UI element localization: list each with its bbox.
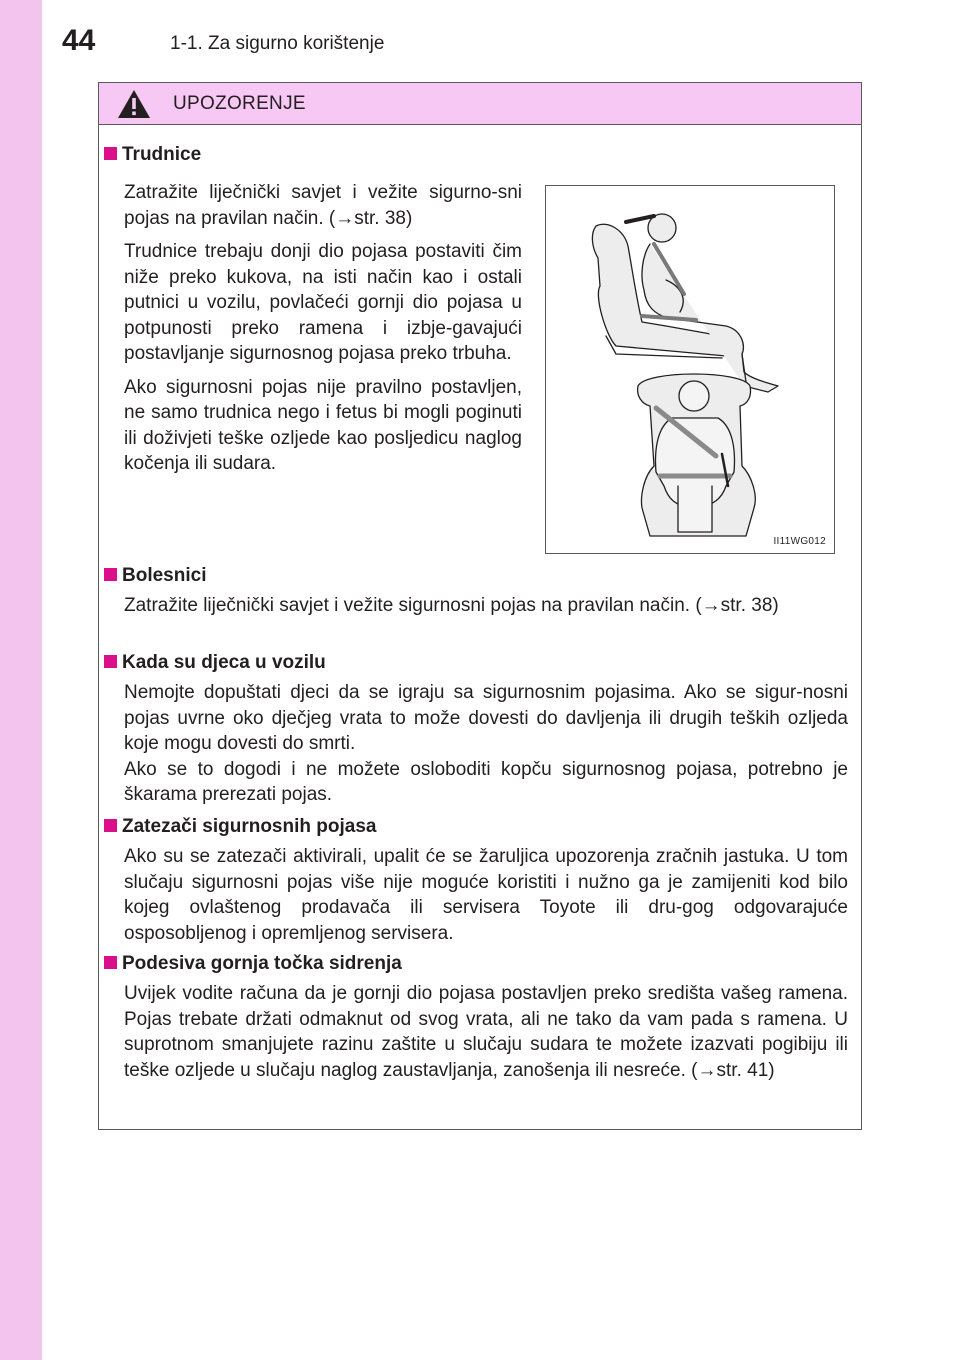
paragraph: Ako su se zatezači aktivirali, upalit će se žaruljica upozorenja zračnih jastuka. U tom slučaju sigurnosni pojas više nije moguće koristiti i nužno ga je zamijeniti kod bilo kojeg ovlaštenog prodavača ili servisera Toyote ili dru-gog odgovarajuće osposobljenog i opremljenog servisera. — [124, 846, 848, 944]
paragraph: Zatražite liječnički savjet i vežite sigurno-sni pojas na pravilan način. (→str. 38) — [124, 182, 522, 229]
page-number: 44 — [62, 24, 96, 57]
section-title: Bolesnici — [104, 563, 848, 589]
warning-triangle-icon — [117, 89, 151, 119]
section-sick — [104, 563, 848, 619]
section-title: Trudnice — [104, 142, 848, 168]
paragraph: Ako sigurnosni pojas nije pravilno postavljen, ne samo trudnica nego i fetus bi mogli poginuti ili doživjeti teške ozljede kao posljedicu naglog kočenja ili sudara. — [124, 376, 522, 474]
section-title: Kada su djeca u vozilu — [104, 650, 848, 676]
pregnant-woman-seatbelt-illustration — [546, 186, 836, 555]
paragraph: Uvijek vodite računa da je gornji dio pojasa postavljen preko središta vašeg ramena. Pojas trebate držati odmaknut od svog vrata, ali ne tako da vam pada s ramena. U suprotnom smanjujete razinu zaštite u slučaju sudara te možete izazvati pogibiju ili teške ozljede u slučaju naglog zaustavljanja, zanošenja ili nesreće. (→str. 41) — [124, 983, 848, 1081]
section-children — [104, 650, 848, 808]
section-pretensioners — [104, 814, 848, 946]
square-bullet-icon — [104, 655, 117, 668]
section-title: Podesiva gornja točka sidrenja — [104, 951, 848, 977]
paragraph: Zatražite liječnički savjet i vežite sigurnosni pojas na pravilan način. (→str. 38) — [124, 595, 779, 616]
square-bullet-icon — [104, 147, 117, 160]
section-anchor — [104, 951, 848, 1083]
square-bullet-icon — [104, 568, 117, 581]
section-header: 1-1. Za sigurno korištenje — [170, 33, 385, 54]
section-title: Zatezači sigurnosnih pojasa — [104, 814, 848, 840]
paragraph: Trudnice trebaju donji dio pojasa postaviti čim niže preko kukova, na isti način kao i ostali putnici u vozilu, povlačeći gornji dio pojasa u potpunosti preko ramena i izbje-gavajući postavljanje sigurnosnog pojasa preko trbuha. — [124, 241, 522, 364]
paragraph: Nemojte dopuštati djeci da se igraju sa sigurnosnim pojasima. Ako se sigur-nosni pojas uvrne oko dječjeg vrata to može dovesti do davljenja ili drugih teških ozljeda koje mogu dovesti do smrti. — [124, 682, 848, 754]
warning-title: UPOZORENJE — [173, 93, 306, 114]
side-color-strip — [0, 0, 42, 1360]
square-bullet-icon — [104, 819, 117, 832]
figure-code: II11WG012 — [773, 536, 826, 547]
paragraph: Ako se to dogodi i ne možete osloboditi kopču sigurnosnog pojasa, potrebno je škarama prerezati pojas. — [124, 758, 848, 805]
warning-header — [99, 83, 861, 125]
square-bullet-icon — [104, 956, 117, 969]
seatbelt-illustration — [545, 185, 835, 554]
